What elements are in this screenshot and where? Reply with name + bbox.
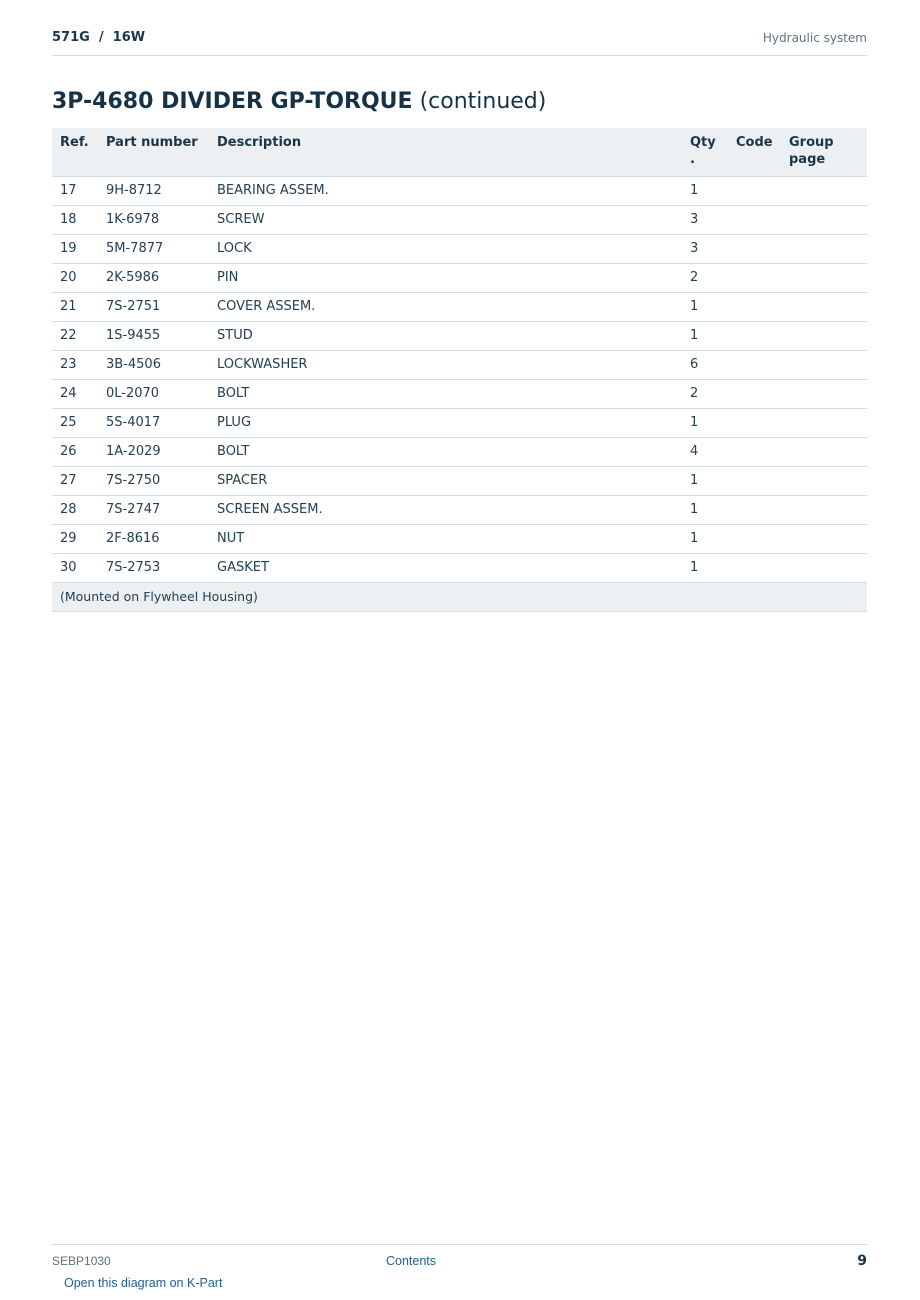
title-suffix: (continued) bbox=[419, 89, 547, 114]
column-header-part-number: Part number bbox=[98, 128, 209, 176]
cell-qty: 2 bbox=[682, 379, 728, 408]
cell-group-page bbox=[781, 408, 867, 437]
cell-code bbox=[728, 176, 781, 205]
cell-description: NUT bbox=[209, 524, 682, 553]
cell-ref: 27 bbox=[52, 466, 98, 495]
cell-part-number: 1K-6978 bbox=[98, 205, 209, 234]
cell-description: LOCKWASHER bbox=[209, 350, 682, 379]
cell-ref: 18 bbox=[52, 205, 98, 234]
cell-code bbox=[728, 350, 781, 379]
open-diagram-kpart-link[interactable]: Open this diagram on K-Part bbox=[64, 1276, 223, 1290]
table-row bbox=[52, 321, 867, 350]
cell-code bbox=[728, 437, 781, 466]
cell-ref: 17 bbox=[52, 176, 98, 205]
cell-group-page bbox=[781, 495, 867, 524]
cell-group-page bbox=[781, 466, 867, 495]
page-title bbox=[52, 89, 546, 114]
cell-part-number: 7S-2753 bbox=[98, 553, 209, 582]
cell-part-number: 5M-7877 bbox=[98, 234, 209, 263]
cell-description: PLUG bbox=[209, 408, 682, 437]
table-row bbox=[52, 553, 867, 582]
cell-qty: 2 bbox=[682, 263, 728, 292]
cell-part-number: 2K-5986 bbox=[98, 263, 209, 292]
table-row bbox=[52, 437, 867, 466]
cell-description: BOLT bbox=[209, 379, 682, 408]
table-row bbox=[52, 234, 867, 263]
column-header-group-page: Group page bbox=[781, 128, 867, 176]
cell-qty: 1 bbox=[682, 553, 728, 582]
cell-qty: 3 bbox=[682, 234, 728, 263]
table-row bbox=[52, 408, 867, 437]
cell-ref: 22 bbox=[52, 321, 98, 350]
model-label: 571G / 16W bbox=[52, 30, 146, 45]
page-header bbox=[52, 28, 867, 56]
cell-qty: 1 bbox=[682, 495, 728, 524]
cell-qty: 1 bbox=[682, 292, 728, 321]
cell-part-number: 1A-2029 bbox=[98, 437, 209, 466]
table-row bbox=[52, 495, 867, 524]
cell-description: BOLT bbox=[209, 437, 682, 466]
cell-code bbox=[728, 321, 781, 350]
parts-table bbox=[52, 128, 867, 612]
cell-ref: 24 bbox=[52, 379, 98, 408]
column-header-description: Description bbox=[209, 128, 682, 176]
column-header-qty: Qty . bbox=[682, 128, 728, 176]
table-row bbox=[52, 176, 867, 205]
cell-part-number: 9H-8712 bbox=[98, 176, 209, 205]
cell-group-page bbox=[781, 292, 867, 321]
cell-group-page bbox=[781, 524, 867, 553]
table-note: (Mounted on Flywheel Housing) bbox=[52, 582, 867, 611]
cell-qty: 1 bbox=[682, 321, 728, 350]
cell-group-page bbox=[781, 379, 867, 408]
cell-group-page bbox=[781, 437, 867, 466]
cell-description: GASKET bbox=[209, 553, 682, 582]
cell-group-page bbox=[781, 553, 867, 582]
contents-link[interactable]: Contents bbox=[386, 1254, 437, 1268]
cell-description: SPACER bbox=[209, 466, 682, 495]
cell-ref: 23 bbox=[52, 350, 98, 379]
cell-part-number: 1S-9455 bbox=[98, 321, 209, 350]
column-header-code: Code bbox=[728, 128, 781, 176]
cell-group-page bbox=[781, 350, 867, 379]
cell-part-number: 7S-2750 bbox=[98, 466, 209, 495]
cell-description: STUD bbox=[209, 321, 682, 350]
cell-ref: 28 bbox=[52, 495, 98, 524]
cell-group-page bbox=[781, 176, 867, 205]
cell-qty: 1 bbox=[682, 524, 728, 553]
cell-code bbox=[728, 263, 781, 292]
cell-part-number: 5S-4017 bbox=[98, 408, 209, 437]
cell-description: SCREEN ASSEM. bbox=[209, 495, 682, 524]
table-row bbox=[52, 524, 867, 553]
page-number: 9 bbox=[857, 1253, 867, 1269]
table-row bbox=[52, 263, 867, 292]
cell-description: LOCK bbox=[209, 234, 682, 263]
cell-code bbox=[728, 553, 781, 582]
cell-code bbox=[728, 408, 781, 437]
cell-qty: 6 bbox=[682, 350, 728, 379]
cell-code bbox=[728, 466, 781, 495]
cell-qty: 1 bbox=[682, 466, 728, 495]
cell-qty: 4 bbox=[682, 437, 728, 466]
cell-group-page bbox=[781, 321, 867, 350]
cell-group-page bbox=[781, 263, 867, 292]
section-label: Hydraulic system bbox=[762, 31, 867, 45]
cell-code bbox=[728, 524, 781, 553]
cell-ref: 30 bbox=[52, 553, 98, 582]
cell-qty: 1 bbox=[682, 176, 728, 205]
cell-code bbox=[728, 234, 781, 263]
cell-group-page bbox=[781, 205, 867, 234]
cell-code bbox=[728, 495, 781, 524]
table-row bbox=[52, 379, 867, 408]
table-row bbox=[52, 466, 867, 495]
cell-part-number: 7S-2751 bbox=[98, 292, 209, 321]
cell-ref: 20 bbox=[52, 263, 98, 292]
column-header-ref: Ref. bbox=[52, 128, 98, 176]
parts-table-body bbox=[52, 176, 867, 611]
cell-qty: 3 bbox=[682, 205, 728, 234]
title-part: 3P-4680 DIVIDER GP-TORQUE bbox=[52, 89, 413, 114]
cell-ref: 25 bbox=[52, 408, 98, 437]
table-row bbox=[52, 350, 867, 379]
cell-code bbox=[728, 379, 781, 408]
cell-qty: 1 bbox=[682, 408, 728, 437]
cell-part-number: 2F-8616 bbox=[98, 524, 209, 553]
cell-description: BEARING ASSEM. bbox=[209, 176, 682, 205]
cell-part-number: 7S-2747 bbox=[98, 495, 209, 524]
cell-group-page bbox=[781, 234, 867, 263]
cell-ref: 26 bbox=[52, 437, 98, 466]
cell-part-number: 0L-2070 bbox=[98, 379, 209, 408]
cell-part-number: 3B-4506 bbox=[98, 350, 209, 379]
page-footer bbox=[52, 1244, 867, 1275]
cell-description: COVER ASSEM. bbox=[209, 292, 682, 321]
cell-ref: 29 bbox=[52, 524, 98, 553]
cell-code bbox=[728, 292, 781, 321]
table-row bbox=[52, 292, 867, 321]
table-row bbox=[52, 205, 867, 234]
table-header-row bbox=[52, 128, 867, 176]
table-note-row bbox=[52, 582, 867, 611]
cell-description: SCREW bbox=[209, 205, 682, 234]
cell-code bbox=[728, 205, 781, 234]
document-id: SEBP1030 bbox=[52, 1254, 111, 1268]
cell-description: PIN bbox=[209, 263, 682, 292]
cell-ref: 21 bbox=[52, 292, 98, 321]
cell-ref: 19 bbox=[52, 234, 98, 263]
